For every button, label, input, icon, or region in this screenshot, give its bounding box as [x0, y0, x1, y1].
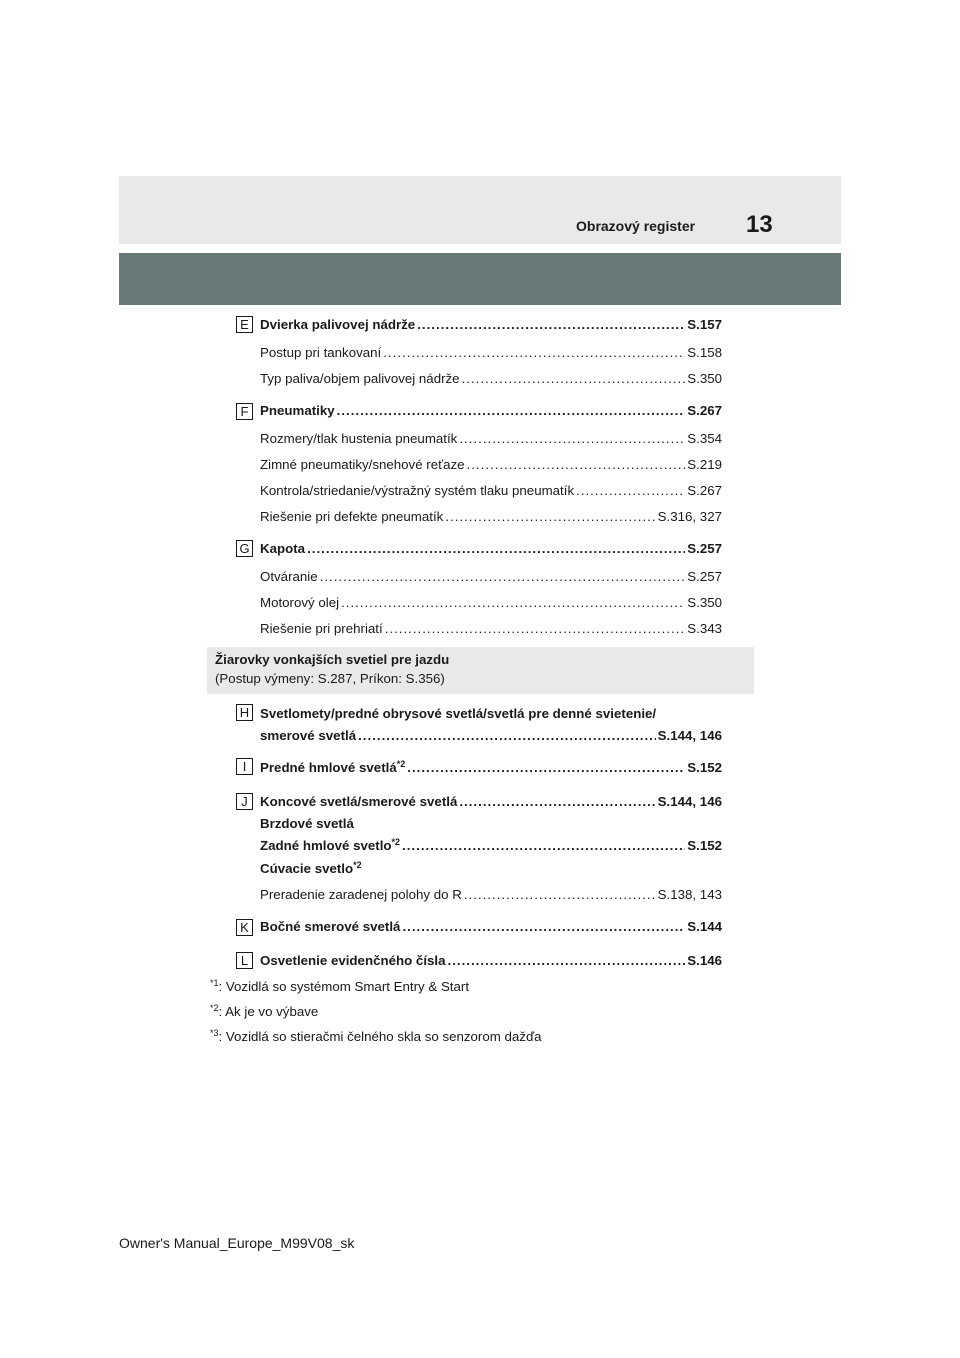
leader-dots	[417, 317, 685, 332]
index-letter-e: E	[236, 316, 253, 333]
index-subentry[interactable]	[260, 483, 722, 501]
index-subentry[interactable]	[260, 569, 722, 587]
leader-dots	[307, 541, 685, 556]
index-entry-front-fog-lights[interactable]	[260, 760, 722, 778]
index-entry-headlights[interactable]	[260, 728, 722, 746]
leader-dots	[341, 595, 685, 610]
leader-dots	[385, 621, 686, 636]
page-ref: S.267	[687, 403, 722, 418]
footer-manual-id: Owner's Manual_Europe_M99V08_sk	[119, 1235, 355, 1251]
entry-label: Kontrola/striedanie/výstražný systém tlaku pneumatík	[260, 483, 575, 498]
index-letter-g: G	[236, 540, 253, 557]
page-ref: S.350	[687, 595, 722, 610]
bulbs-info-box	[207, 647, 754, 694]
entry-label: Kapota	[260, 541, 306, 556]
footnote-3	[210, 1029, 542, 1044]
footnote-mark: *2	[210, 1003, 219, 1013]
footnote-mark: *2	[396, 759, 406, 769]
index-letter-l: L	[236, 952, 253, 969]
leader-dots	[464, 887, 656, 902]
index-entry-brake-lights: Brzdové svetlá	[260, 816, 354, 831]
footnote-mark: *2	[353, 860, 362, 870]
entry-label: Riešenie pri defekte pneumatík	[260, 509, 444, 524]
page-ref: S.152	[687, 760, 722, 775]
footnote-mark: *1	[210, 978, 219, 988]
entry-label: Bočné smerové svetlá	[260, 919, 401, 934]
leader-dots	[402, 838, 685, 853]
page-ref: S.144, 146	[657, 794, 722, 809]
leader-dots	[358, 728, 656, 743]
page-ref: S.138, 143	[657, 887, 722, 902]
entry-label: smerové svetlá	[260, 728, 357, 743]
page-ref: S.158	[687, 345, 722, 360]
entry-label: Motorový olej	[260, 595, 340, 610]
index-subentry[interactable]	[260, 371, 722, 389]
index-subentry[interactable]	[260, 621, 722, 639]
entry-label: Pneumatiky	[260, 403, 335, 418]
page-ref: S.144, 146	[657, 728, 722, 743]
entry-label: Riešenie pri prehriatí	[260, 621, 383, 636]
footnote-text: : Vozidlá so systémom Smart Entry & Start	[218, 979, 470, 994]
footnote-text: : Vozidlá so stieračmi čelného skla so senzorom dažďa	[218, 1029, 542, 1044]
leader-dots	[383, 345, 685, 360]
leader-dots	[576, 483, 685, 498]
footnote-mark: *3	[210, 1028, 219, 1038]
index-letter-j: J	[236, 793, 253, 810]
page-ref: S.354	[687, 431, 722, 446]
page-ref: S.157	[687, 317, 722, 332]
entry-label	[260, 760, 405, 775]
leader-dots	[337, 403, 686, 418]
index-entry-side-turn-signals[interactable]	[260, 919, 722, 937]
footnote-mark: *2	[391, 837, 401, 847]
entry-label: Typ paliva/objem palivovej nádrže	[260, 371, 460, 386]
entry-label-text: Predné hmlové svetlá	[260, 760, 397, 775]
page-ref: S.146	[687, 953, 722, 968]
index-subentry[interactable]	[260, 509, 722, 527]
index-entry-tail-lights[interactable]	[260, 794, 722, 812]
page-ref: S.350	[687, 371, 722, 386]
index-subentry[interactable]	[260, 431, 722, 449]
leader-dots	[407, 760, 685, 775]
leader-dots	[467, 457, 686, 472]
entry-label: Zimné pneumatiky/snehové reťaze	[260, 457, 465, 472]
entry-label: Otváranie	[260, 569, 318, 584]
entry-label: Preradenie zaradenej polohy do R	[260, 887, 462, 902]
index-entry-rear-fog-light[interactable]	[260, 838, 722, 856]
index-entry-hood[interactable]	[260, 541, 722, 559]
footnote-text: : Ak je vo výbave	[218, 1004, 319, 1019]
page-ref: S.144	[687, 919, 722, 934]
index-letter-i: I	[236, 758, 253, 775]
bulbs-info-subtitle: (Postup výmeny: S.287, Príkon: S.356)	[215, 671, 445, 686]
entry-label-text: Cúvacie svetlo	[260, 861, 354, 876]
index-entry-tires[interactable]	[260, 403, 722, 421]
entry-label-text: Zadné hmlové svetlo	[260, 838, 392, 853]
index-entry-fuel-door[interactable]	[260, 317, 722, 335]
leader-dots	[445, 509, 655, 524]
entry-label: Koncové svetlá/smerové svetlá	[260, 794, 458, 809]
entry-label: Rozmery/tlak hustenia pneumatík	[260, 431, 458, 446]
index-entry-license-plate-light[interactable]	[260, 953, 722, 971]
index-subentry[interactable]	[260, 457, 722, 475]
page-ref: S.152	[687, 838, 722, 853]
page-ref: S.257	[687, 569, 722, 584]
index-entry-reverse-light	[260, 861, 362, 876]
bulbs-info-title: Žiarovky vonkajších svetiel pre jazdu	[215, 652, 450, 667]
footnote-1	[210, 979, 469, 994]
page-ref: S.257	[687, 541, 722, 556]
leader-dots	[459, 794, 655, 809]
entry-label: Postup pri tankovaní	[260, 345, 382, 360]
leader-dots	[462, 371, 686, 386]
page-ref: S.219	[687, 457, 722, 472]
leader-dots	[402, 919, 685, 934]
leader-dots	[320, 569, 686, 584]
index-letter-h: H	[236, 704, 253, 721]
page-number: 13	[746, 211, 773, 238]
leader-dots	[459, 431, 685, 446]
entry-label: Osvetlenie evidenčného čísla	[260, 953, 446, 968]
index-subentry[interactable]	[260, 345, 722, 363]
page-ref: S.343	[687, 621, 722, 636]
index-letter-f: F	[236, 403, 253, 420]
page-ref: S.316, 327	[657, 509, 722, 524]
page-ref: S.267	[687, 483, 722, 498]
index-subentry[interactable]	[260, 595, 722, 613]
entry-label: Dvierka palivovej nádrže	[260, 317, 416, 332]
entry-label	[260, 838, 400, 853]
index-subentry[interactable]	[260, 887, 722, 905]
leader-dots	[448, 953, 686, 968]
footnote-2	[210, 1004, 318, 1019]
index-letter-k: K	[236, 919, 253, 936]
section-title: Obrazový register	[576, 218, 696, 234]
index-entry-headlights-line1: Svetlomety/predné obrysové svetlá/svetlá pre denné svietenie/	[260, 706, 657, 721]
